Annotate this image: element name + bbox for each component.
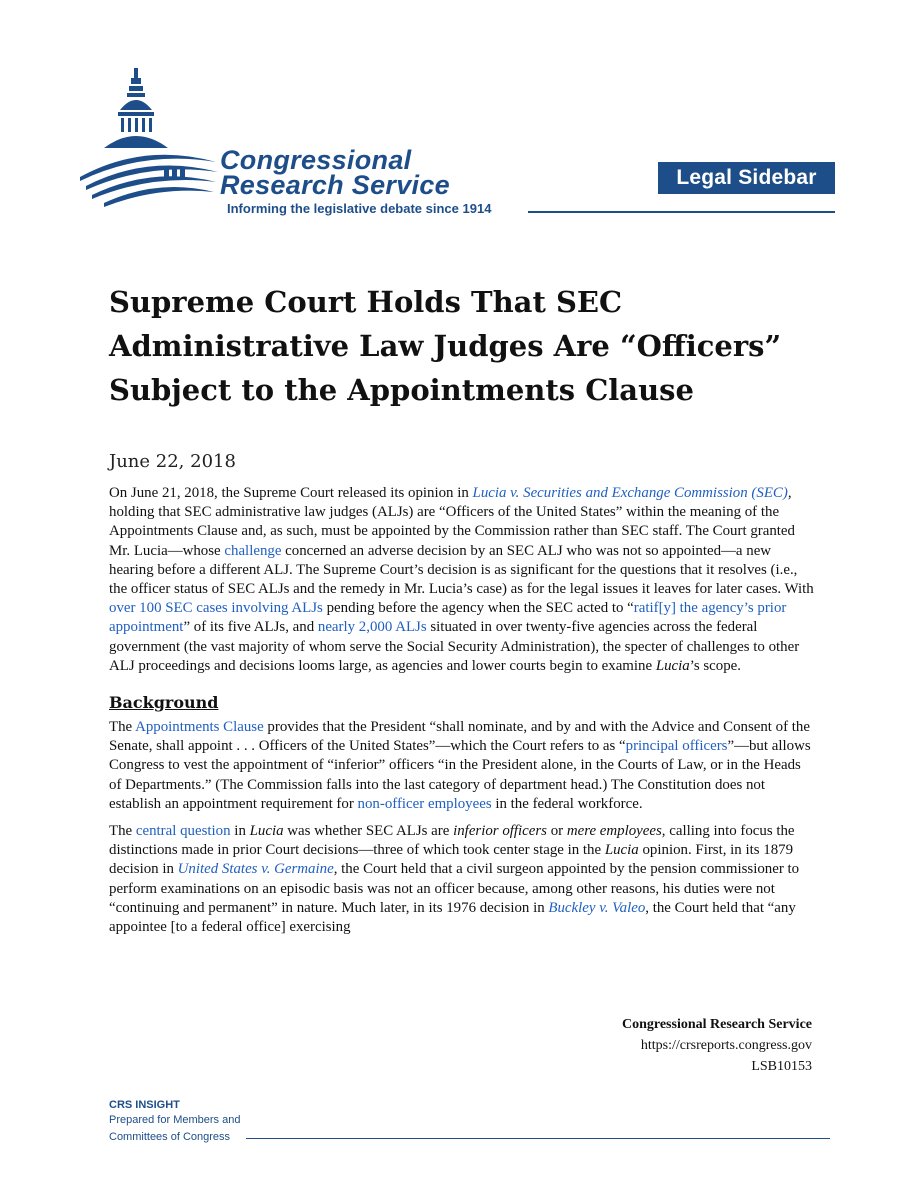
- bg2-text-4: or: [546, 823, 567, 840]
- footer-code: LSB10153: [751, 1059, 812, 1074]
- bg1-text-1: The: [109, 719, 136, 736]
- bg1-text-3: ”—but allows Congress to vest the appointment of “inferior” officers “in the President alone, in the Courts of Law, or in the Heads of Departments.” (The Commission falls into the last category of department head.) The Constitution does not establish an appointment requirement for: [109, 738, 811, 812]
- bg2-text-3: was whether SEC ALJs are: [283, 823, 454, 840]
- intro-text-7: ’s scope.: [689, 657, 742, 674]
- buckley-case-link[interactable]: Buckley v. Valeo: [548, 899, 646, 916]
- intro-text-1: On June 21, 2018, the Supreme Court released its opinion in: [109, 485, 473, 501]
- background-heading: Background: [109, 693, 219, 713]
- prepared-line-1: Prepared for Members and: [109, 1114, 241, 1126]
- mere-employees-italic: mere employees: [566, 823, 662, 840]
- page-title: Supreme Court Holds That SEC Administrative Law Judges Are “Officers” Subject to the Appointments Clause: [109, 285, 782, 407]
- non-officer-employees-link[interactable]: non-officer employees: [357, 795, 492, 812]
- publication-date: June 22, 2018: [109, 451, 236, 472]
- bg1-text-4: in the federal workforce.: [491, 795, 643, 812]
- principal-officers-link[interactable]: principal officers: [625, 738, 728, 755]
- logo-line-2: Research Service: [220, 170, 450, 200]
- bg2-text-5: , calling into focus the distinctions made in prior Court decisions—three of which took center stage in the: [109, 823, 795, 859]
- intro-text-6: situated in over twenty-five agencies across the federal government (the vast majority of whom serve the Social Security Administration), the specter of challenges to other ALJ proceedings and decisions looms large, as agencies and lower courts begin to examine: [109, 619, 800, 674]
- appointments-clause-link[interactable]: Appointments Clause: [135, 719, 264, 736]
- intro-text-5: ” of its five ALJs, and: [183, 619, 318, 636]
- capitol-dome-icon: [78, 62, 218, 214]
- sec-cases-link[interactable]: over 100 SEC cases involving ALJs: [109, 600, 323, 617]
- lucia-italic-2: Lucia: [249, 823, 284, 840]
- lucia-case-link[interactable]: Lucia v. Securities and Exchange Commission (SEC): [472, 485, 788, 501]
- header-rule: [528, 211, 835, 213]
- bg2-text-2: in: [230, 823, 250, 840]
- central-question-link[interactable]: central question: [135, 823, 231, 840]
- footer-org: Congressional Research Service: [621, 1017, 812, 1032]
- intro-text-2: , holding that SEC administrative law judges (ALJs) are “Officers of the United States” within the meaning of the Appointments Clause and, as such, must be appointed by the Commission rather than SEC staff. The Court granted Mr. Lucia—whose: [109, 485, 795, 559]
- article-body: [109, 484, 814, 945]
- background-paragraph-2: [109, 822, 814, 937]
- bg2-text-1: The: [109, 823, 136, 840]
- bg2-text-8: , the Court held that “any appointee [to a federal office] exercising: [109, 899, 796, 936]
- germaine-case-link[interactable]: United States v. Germaine: [177, 861, 334, 878]
- bg2-text-6: opinion. First, in its 1879 decision in: [109, 842, 794, 878]
- inferior-officers-italic: inferior officers: [453, 823, 547, 840]
- logo-line-1: Congressional: [220, 145, 412, 175]
- challenge-link[interactable]: challenge: [224, 542, 282, 559]
- ratify-link[interactable]: ratif[y] the agency’s prior appointment: [109, 600, 787, 636]
- legal-sidebar-badge: Legal Sidebar: [658, 162, 835, 194]
- bg1-text-2: provides that the President “shall nominate, and by and with the Advice and Consent of the Senate, shall appoint . . . Officers of the United States”—which the Court refers to as “: [109, 719, 810, 755]
- intro-paragraph: [109, 484, 814, 676]
- intro-text-3: concerned an adverse decision by an SEC ALJ who was not so appointed—a new hearing before a different ALJ. The Supreme Court’s decision is as significant for the questions that it resolves (i.e., the officer status of SEC ALJs and the remedy in Mr. Lucia’s case) as for the legal issues it leaves for later cases. With: [109, 542, 814, 598]
- nearly-2000-aljs-link[interactable]: nearly 2,000 ALJs: [317, 619, 427, 636]
- bg2-text-7: , the Court held that a civil surgeon appointed by the pension commissioner to perform examinations on an episodic basis was not an officer because, among other reasons, his duties were not “continuing and permanent” in nature. Much later, in its 1976 decision in: [109, 861, 800, 916]
- lucia-italic-3: Lucia: [604, 842, 639, 859]
- intro-text-4: pending before the agency when the SEC acted to “: [322, 600, 634, 617]
- lucia-italic: Lucia: [655, 657, 690, 674]
- bottom-rule: [246, 1138, 830, 1139]
- footer-block: [622, 1014, 812, 1077]
- prepared-line-2: Committees of Congress: [109, 1131, 231, 1143]
- logo-tagline: Informing the legislative debate since 1914: [227, 201, 492, 216]
- footer-url: https://crsreports.congress.gov: [640, 1038, 812, 1053]
- background-paragraph-1: [109, 718, 814, 814]
- crs-insight-label: CRS INSIGHT: [109, 1099, 180, 1111]
